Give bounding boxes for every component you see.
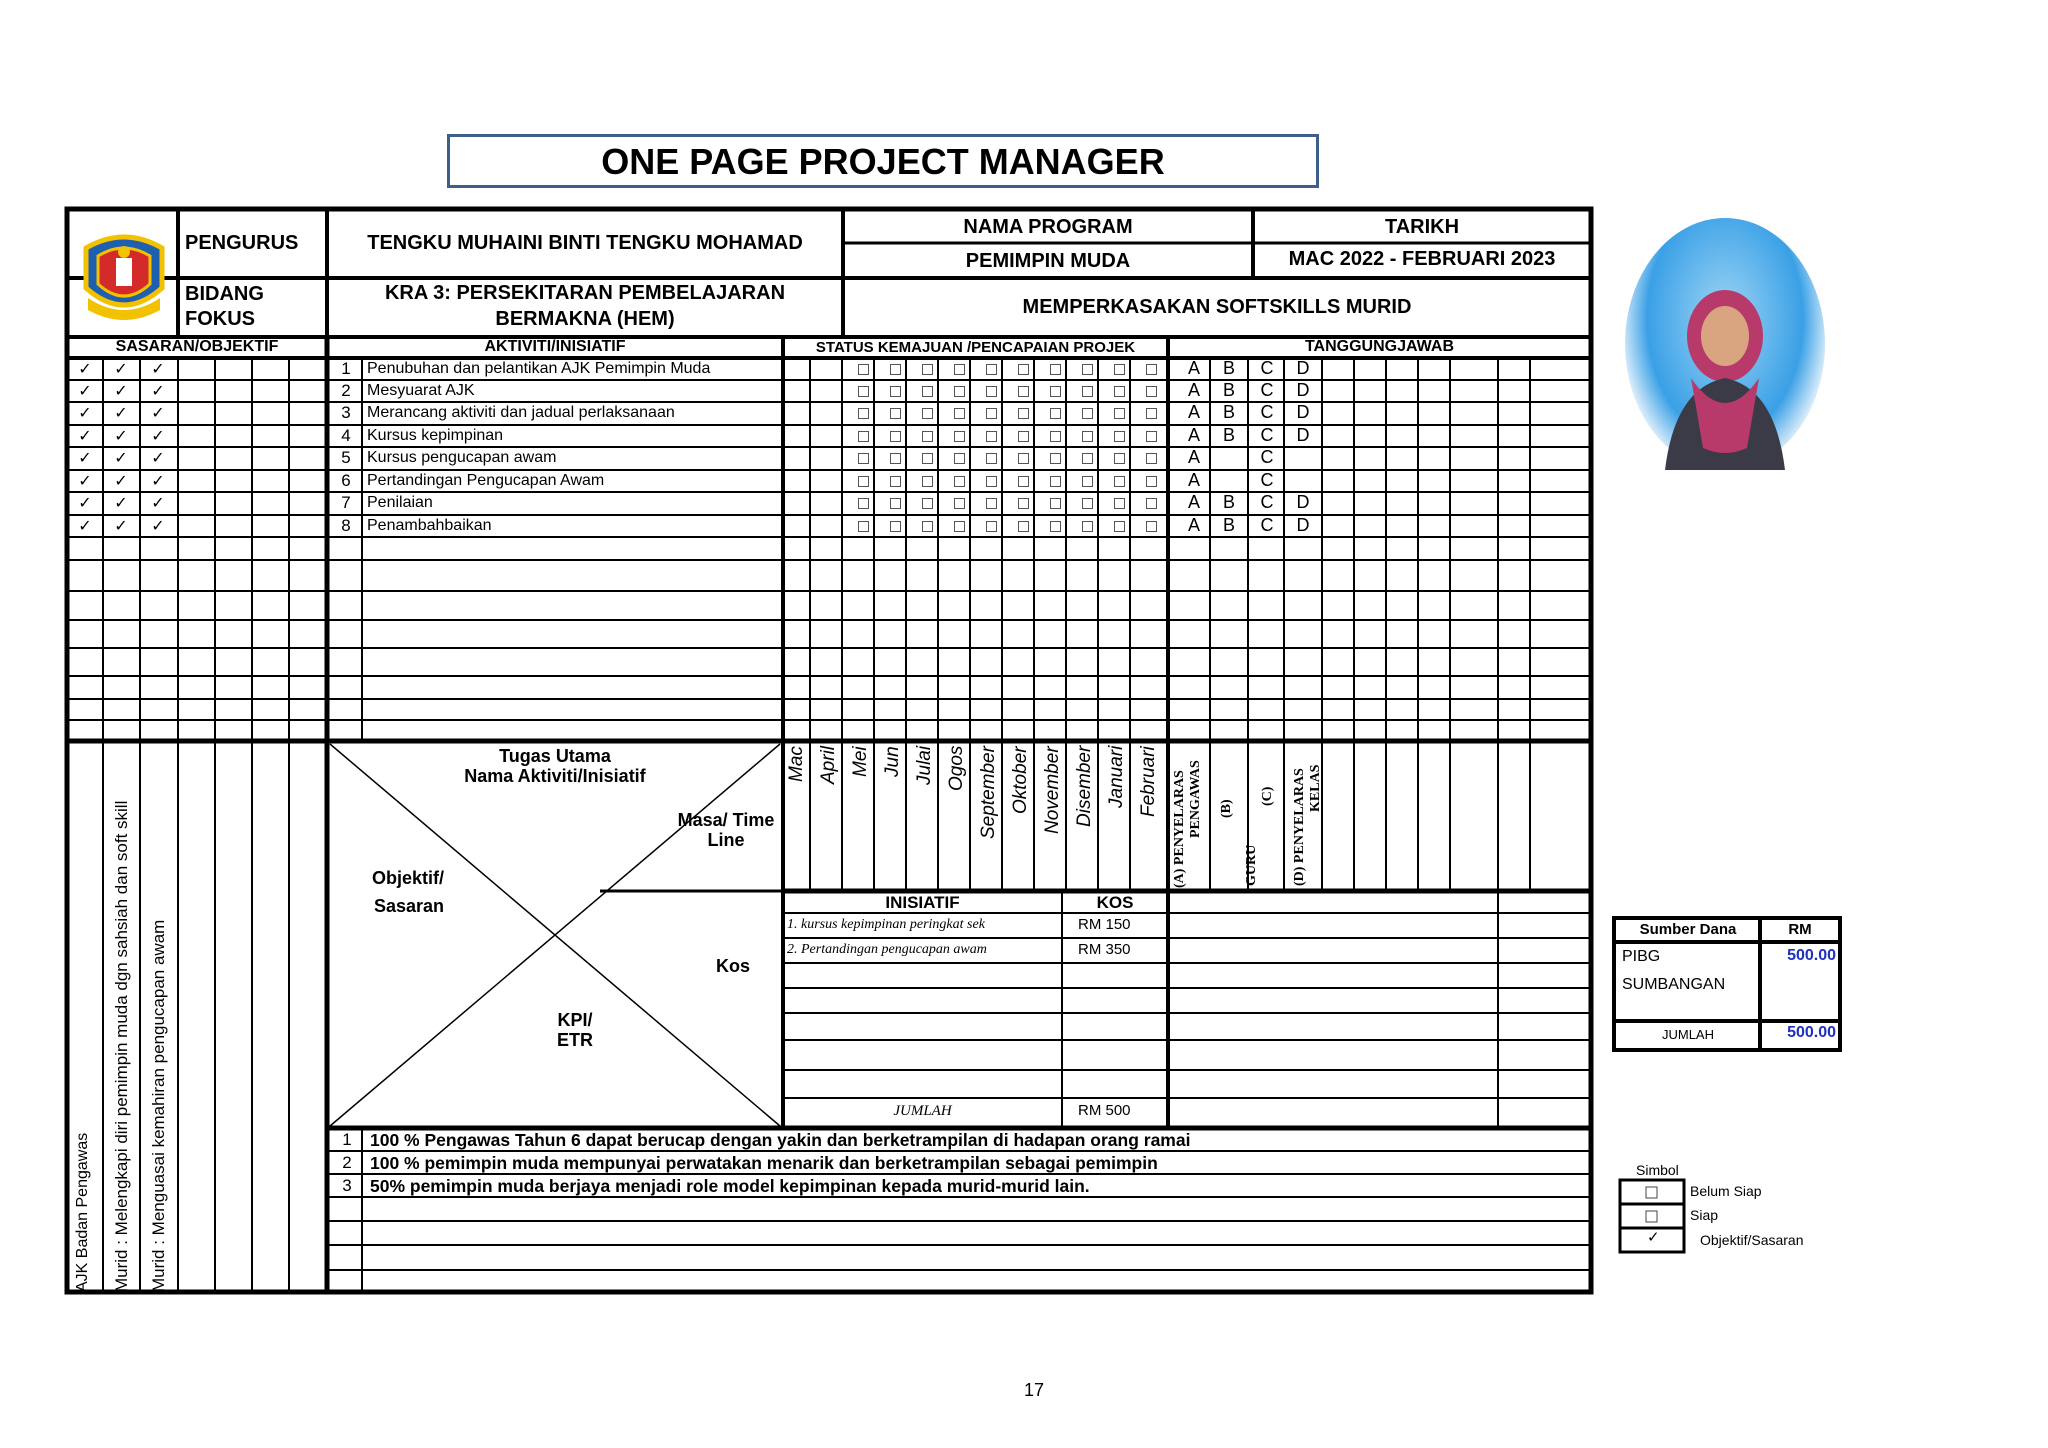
funding-source-header: Sumber Dana [1639,921,1737,938]
aktiviti-header: AKTIVITI/INISIATIF [484,338,626,355]
status-box[interactable] [1050,498,1061,509]
role-b-line1: (B) [1219,799,1234,818]
role-b-line2: GURU [1244,844,1259,886]
status-box[interactable] [890,498,901,509]
status-box[interactable] [858,386,869,397]
status-box[interactable] [890,521,901,532]
objective-check-icon: ✓ [151,383,165,400]
responsibility-letter: C [1260,380,1274,400]
activity-name: Pertandingan Pengucapan Awam [367,472,605,489]
status-box[interactable] [954,521,965,532]
status-box[interactable] [890,431,901,442]
status-box[interactable] [1146,408,1157,419]
status-box[interactable] [986,386,997,397]
status-box[interactable] [922,453,933,464]
responsibility-letter: A [1187,515,1200,535]
cost-item-2: 2. Pertandingan pengucapan awam [787,942,987,957]
objective-check-icon: ✓ [78,495,92,512]
kos-header: KOS [1096,893,1134,912]
funding-jumlah-label: JUMLAH [1661,1027,1714,1042]
month-label: Disember [1074,745,1095,827]
status-box[interactable] [858,431,869,442]
status-box[interactable] [954,431,965,442]
activity-name: Kursus kepimpinan [367,427,504,444]
status-box[interactable] [858,408,869,419]
status-box[interactable] [954,386,965,397]
activity-number: 5 [341,448,351,467]
status-box[interactable] [922,431,933,442]
status-box[interactable] [1050,408,1061,419]
status-box[interactable] [1018,476,1029,487]
status-box[interactable] [1018,521,1029,532]
legend-objektif: Objektif/Sasaran [1700,1232,1804,1248]
status-box[interactable] [1146,476,1157,487]
month-label: Julai [914,745,935,785]
legend-title: Simbol [1636,1162,1679,1178]
bidang-label-2: FOKUS [185,308,255,330]
activity-name: Penubuhan dan pelantikan AJK Pemimpin Muda [367,360,711,377]
objective-check-icon: ✓ [151,361,165,378]
objective-check-icon: ✓ [114,428,128,445]
month-label: Januari [1106,745,1127,808]
responsibility-letter: B [1222,380,1235,400]
status-box[interactable] [1018,431,1029,442]
status-box[interactable] [858,498,869,509]
inisiatif-header: INISIATIF [885,893,960,912]
activity-number: 4 [341,426,351,445]
objective-check-icon: ✓ [78,428,92,445]
month-label: April [818,745,839,784]
masa-label-2: Line [707,830,745,850]
status-box[interactable] [986,431,997,442]
sasaran-header: SASARAN/OBJEKTIF [115,338,279,355]
kpi-label-2: ETR [557,1030,593,1050]
activity-number: 6 [341,471,351,490]
status-box[interactable] [1082,476,1093,487]
responsibility-letter: D [1296,380,1310,400]
status-box[interactable] [954,364,965,375]
month-label: September [978,746,999,839]
status-box[interactable] [1050,386,1061,397]
responsibility-letter: D [1296,402,1310,422]
status-box[interactable] [954,476,965,487]
fokus-value: MEMPERKASAKAN SOFTSKILLS MURID [1022,296,1412,318]
objective-check-icon: ✓ [78,383,92,400]
tanggungjawab-header: TANGGUNGJAWAB [1304,338,1455,355]
objective-check-icon: ✓ [114,361,128,378]
role-a-line2: PENGAWAS [1188,760,1203,838]
activity-name: Kursus pengucapan awam [367,449,557,466]
status-box[interactable] [954,498,965,509]
legend-check-icon: ✓ [1647,1229,1660,1246]
responsibility-letter: C [1260,492,1274,512]
objective-check-icon: ✓ [114,450,128,467]
funding-source-2: SUMBANGAN [1622,976,1726,993]
kpi-text-2: 100 % pemimpin muda mempunyai perwatakan menarik dan berketrampilan sebagai pemimpin [370,1153,1158,1173]
role-d-line2: KELAS [1308,764,1323,812]
status-box[interactable] [922,498,933,509]
responsibility-letter: B [1222,425,1235,445]
responsibility-letter: B [1222,402,1235,422]
role-d-line1: (D) PENYELARAS [1292,768,1307,886]
bidang-label-1: BIDANG [185,283,264,305]
status-box[interactable] [922,521,933,532]
status-box[interactable] [1082,364,1093,375]
status-box[interactable] [1018,408,1029,419]
status-box[interactable] [1114,364,1125,375]
month-label: Ogos [946,745,967,791]
status-box[interactable] [986,453,997,464]
status-box[interactable] [890,476,901,487]
objective-check-icon: ✓ [78,450,92,467]
status-box[interactable] [986,498,997,509]
status-box[interactable] [1146,498,1157,509]
role-c: (C) [1260,786,1275,806]
status-box[interactable] [1146,364,1157,375]
role-a-line1: (A) PENYELARAS [1172,770,1187,888]
activity-name: Penambahbaikan [367,517,492,534]
status-box[interactable] [986,408,997,419]
status-box[interactable] [1114,453,1125,464]
status-box[interactable] [922,408,933,419]
responsibility-letter: C [1260,447,1274,467]
status-box[interactable] [1082,386,1093,397]
status-box[interactable] [954,408,965,419]
objective-check-icon: ✓ [78,361,92,378]
objective-check-icon: ✓ [151,450,165,467]
tugas-utama-1: Tugas Utama [499,746,611,766]
activity-number: 2 [341,381,351,400]
status-box[interactable] [922,476,933,487]
objective-check-icon: ✓ [78,405,92,422]
objective-check-icon: ✓ [78,473,92,490]
month-label: Mac [786,746,807,782]
cost-value-1: RM 150 [1078,916,1131,933]
cost-item-1: 1. kursus kepimpinan peringkat sek [787,917,985,932]
status-box[interactable] [1146,386,1157,397]
status-box[interactable] [858,521,869,532]
kpi-no-3: 3 [342,1176,352,1195]
objective-check-icon: ✓ [114,495,128,512]
status-box[interactable] [1114,476,1125,487]
objective-check-icon: ✓ [151,428,165,445]
responsibility-letter: A [1187,380,1200,400]
kpi-no-2: 2 [342,1153,352,1172]
kpi-text-1: 100 % Pengawas Tahun 6 dapat berucap dengan yakin dan berketrampilan di hadapan orang ramai [370,1130,1191,1150]
status-box[interactable] [1018,453,1029,464]
status-box[interactable] [1082,431,1093,442]
status-box[interactable] [858,364,869,375]
cost-value-2: RM 350 [1078,941,1131,958]
status-box[interactable] [922,386,933,397]
objective-check-icon: ✓ [114,473,128,490]
kos-label: Kos [716,956,751,976]
activity-number: 7 [341,493,351,512]
status-box[interactable] [1114,408,1125,419]
funding-rm-header: RM [1788,921,1812,938]
status-box[interactable] [954,453,965,464]
bidang-value-1: KRA 3: PERSEKITARAN PEMBELAJARAN [384,282,786,304]
cost-jumlah-label: JUMLAH [893,1103,952,1119]
responsibility-letter: B [1222,492,1235,512]
month-label: Oktober [1010,746,1031,814]
objective-check-icon: ✓ [78,518,92,535]
responsibility-letter: D [1296,492,1310,512]
bidang-value-2: BERMAKNA (HEM) [495,308,675,330]
status-box[interactable] [858,476,869,487]
activity-name: Penilaian [367,494,433,511]
status-header: STATUS KEMAJUAN /PENCAPAIAN PROJEK [815,339,1136,356]
legend-siap: Siap [1690,1207,1719,1223]
activity-number: 8 [341,516,351,535]
nama-program-value: PEMIMPIN MUDA [965,250,1131,272]
activity-name: Merancang aktiviti dan jadual perlaksanaan [367,404,675,421]
responsibility-letter: A [1187,492,1200,512]
pengurus-value: TENGKU MUHAINI BINTI TENGKU MOHAMAD [367,232,803,254]
tarikh-label: TARIKH [1384,216,1460,238]
month-label: Februari [1138,746,1159,817]
kpi-label-1: KPI/ [557,1010,593,1030]
status-box[interactable] [1050,364,1061,375]
activity-number: 3 [341,403,351,422]
responsibility-letter: C [1260,358,1274,378]
nama-program-label: NAMA PROGRAM [963,216,1133,238]
responsibility-letter: B [1222,358,1235,378]
status-box[interactable] [922,364,933,375]
objective-check-icon: ✓ [151,473,165,490]
school-logo [76,218,172,330]
activity-name: Mesyuarat AJK [367,382,475,399]
responsibility-letter: D [1296,425,1310,445]
responsibility-letter: C [1260,470,1274,490]
status-box[interactable] [1050,453,1061,464]
status-box[interactable] [1114,521,1125,532]
responsibility-letter: A [1187,358,1200,378]
status-box[interactable] [1082,498,1093,509]
status-box[interactable] [986,364,997,375]
status-box[interactable] [890,408,901,419]
status-box[interactable] [858,453,869,464]
status-box[interactable] [1082,521,1093,532]
responsibility-letter: C [1260,515,1274,535]
status-box[interactable] [1018,498,1029,509]
cost-jumlah-value: RM 500 [1078,1102,1131,1119]
status-box[interactable] [1146,431,1157,442]
responsibility-letter: B [1222,515,1235,535]
responsibility-letter: A [1187,425,1200,445]
objective-check-icon: ✓ [114,405,128,422]
responsibility-letter: A [1187,447,1200,467]
kpi-text-3: 50% pemimpin muda berjaya menjadi role model kepimpinan kepada murid-murid lain. [370,1176,1090,1196]
document-title: ONE PAGE PROJECT MANAGER [447,134,1319,188]
status-box[interactable] [1050,521,1061,532]
objective-check-icon: ✓ [114,518,128,535]
objektif-label-1: Objektif/ [372,868,445,888]
funding-jumlah-value: 500.00 [1787,1024,1836,1041]
objektif-label-2: Sasaran [374,896,445,916]
status-box[interactable] [890,453,901,464]
status-box[interactable] [1050,431,1061,442]
objective-3: Murid : Menguasai kemahiran pengucapan awam [149,919,168,1292]
objective-check-icon: ✓ [151,405,165,422]
objective-1: AJK Badan Pengawas [74,1132,91,1292]
status-box[interactable] [1114,431,1125,442]
legend-belum-siap: Belum Siap [1690,1183,1762,1199]
month-label: November [1042,746,1063,834]
objective-2: Murid : Melengkapi diri pemimpin muda dgn sahsiah dan soft skill [112,800,131,1292]
responsibility-letter: C [1260,402,1274,422]
month-label: Mei [850,746,871,777]
objective-check-icon: ✓ [151,495,165,512]
objective-check-icon: ✓ [151,518,165,535]
responsibility-letter: D [1296,515,1310,535]
responsibility-letter: C [1260,425,1274,445]
tarikh-value: MAC 2022 - FEBRUARI 2023 [1288,248,1556,270]
status-box[interactable] [1082,453,1093,464]
masa-label-1: Masa/ Time [677,810,775,830]
status-box[interactable] [1018,364,1029,375]
responsibility-letter: A [1187,402,1200,422]
status-box[interactable] [1018,386,1029,397]
activity-number: 1 [341,359,351,378]
funding-source-1: PIBG [1622,948,1661,965]
status-box[interactable] [890,364,901,375]
kpi-no-1: 1 [342,1130,352,1149]
status-box[interactable] [986,476,997,487]
responsibility-letter: D [1296,358,1310,378]
manager-photo [1625,218,1825,470]
funding-amount-1: 500.00 [1787,947,1836,964]
status-box[interactable] [1114,498,1125,509]
status-box[interactable] [890,386,901,397]
status-box[interactable] [1146,521,1157,532]
status-box[interactable] [1050,476,1061,487]
status-box[interactable] [1082,408,1093,419]
page-number: 17 [1023,1380,1045,1400]
status-box[interactable] [986,521,997,532]
month-label: Jun [882,746,903,777]
status-box[interactable] [1146,453,1157,464]
objective-check-icon: ✓ [114,383,128,400]
status-box[interactable] [1114,386,1125,397]
responsibility-letter: A [1187,470,1200,490]
tugas-utama-2: Nama Aktiviti/Inisiatif [464,766,646,786]
pengurus-label: PENGURUS [185,232,299,254]
